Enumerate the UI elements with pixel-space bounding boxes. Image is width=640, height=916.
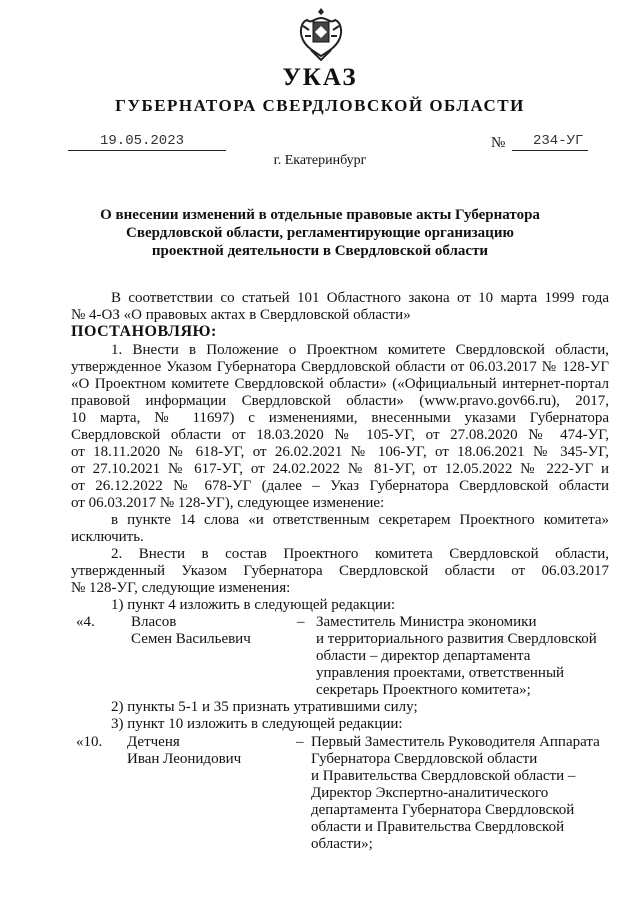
item1-line: 1. Внести в Положение о Проектном комитете Свердловской области, (111, 342, 609, 358)
heading-line: О внесении изменений в отдельные правовые акты Губернатора (100, 207, 540, 223)
preamble-line: № 4-ОЗ «О правовых актах в Свердловской области» (71, 307, 411, 323)
document-number: 234-УГ (533, 133, 584, 149)
entry-4-given-name: Семен Васильевич (131, 631, 251, 647)
date-underline (68, 150, 226, 151)
item-2 (71, 546, 609, 597)
document-heading (90, 206, 550, 260)
position-line: и территориального развития Свердловской (316, 631, 597, 647)
position-line: департамента Губернатора Свердловской (311, 802, 575, 818)
position-line: области»; (311, 836, 373, 852)
entry-10-given-name: Иван Леонидович (127, 751, 242, 767)
resolve-word: ПОСТАНОВЛЯЮ: (71, 323, 217, 340)
coat-of-arms-emblem (297, 6, 345, 62)
document-city: г. Екатеринбург (273, 153, 367, 168)
document-title: УКАЗ (282, 64, 358, 91)
entry-4-name (131, 614, 251, 648)
item1-line: от 26.12.2022 № 678-УГ (далее – Указ Губернатора Свердловской области (71, 478, 609, 494)
preamble-line: В соответствии со статьей 101 Областного закона от 10 марта 1999 года (111, 290, 609, 306)
item2-line: 2. Внести в состав Проектного комитета Свердловской области, (111, 546, 609, 562)
number-sign: № (491, 135, 506, 151)
entry-4-number: «4. (76, 614, 95, 630)
position-line: управления проектами, ответственный (316, 665, 565, 681)
entry-4-dash: – (297, 614, 305, 630)
number-underline (512, 150, 588, 151)
item1-change-line: исключить. (71, 529, 144, 545)
position-line: Заместитель Министра экономики (316, 614, 537, 630)
entry-10-number: «10. (76, 734, 103, 750)
document-date: 19.05.2023 (100, 133, 185, 149)
subitem-1: 1) пункт 4 изложить в следующей редакции: (111, 597, 396, 613)
item2-line: № 128-УГ, следующие изменения: (71, 580, 291, 596)
item1-line: Свердловской области от 18.03.2020 № 105-УГ, от 27.08.2020 № 474-УГ, (71, 427, 609, 443)
item1-line: правовой информации Свердловской области» (www.pravo.gov66.ru), 2017, (71, 393, 609, 409)
item1-line: от 06.03.2017 № 128-УГ), следующее изменение: (71, 495, 385, 511)
position-line: Первый Заместитель Руководителя Аппарата (311, 734, 600, 750)
position-line: области и Правительства Свердловской (311, 819, 565, 835)
entry-4-position (316, 614, 597, 699)
entry-10-dash: – (296, 734, 304, 750)
preamble (71, 290, 609, 324)
entry-10-position (311, 734, 600, 853)
item1-line: «О Проектном комитете Свердловской области» («Официальный интернет-портал (71, 376, 609, 392)
item-1 (71, 342, 609, 546)
heading-line: Свердловской области, регламентирующие организацию (126, 225, 514, 241)
item1-change-line: в пункте 14 слова «и ответственным секретарем Проектного комитета» (111, 512, 609, 528)
item1-line: утвержденное Указом Губернатора Свердловской области от 06.03.2017 № 128-УГ (71, 359, 609, 375)
item2-line: утвержденный Указом Губернатора Свердловской области от 06.03.2017 (71, 563, 609, 579)
entry-4-surname: Власов (131, 614, 177, 630)
subitem-2: 2) пункты 5-1 и 35 признать утратившими силу; (111, 699, 418, 715)
document-subtitle: ГУБЕРНАТОРА СВЕРДЛОВСКОЙ ОБЛАСТИ (115, 96, 525, 115)
position-line: области – директор департамента (316, 648, 531, 664)
position-line: и Правительства Свердловской области – (311, 768, 576, 784)
heading-line: проектной деятельности в Свердловской области (151, 243, 489, 259)
position-line: секретарь Проектного комитета»; (316, 682, 531, 698)
position-line: Директор Экспертно-аналитического (311, 785, 549, 801)
entry-10-name (127, 734, 241, 768)
item1-line: от 27.10.2021 № 617-УГ, от 24.02.2022 № 81-УГ, от 12.05.2022 № 222-УГ и (71, 461, 609, 477)
position-line: Губернатора Свердловской области (311, 751, 538, 767)
subitem-3: 3) пункт 10 изложить в следующей редакции: (111, 716, 403, 732)
item1-line: от 18.11.2020 № 618-УГ, от 26.02.2021 № 106-УГ, от 18.06.2021 № 345-УГ, (71, 444, 609, 460)
entry-10-surname: Детченя (127, 734, 180, 750)
item1-line: 10 марта, № 11697) с изменениями, внесенными указами Губернатора (71, 410, 609, 426)
